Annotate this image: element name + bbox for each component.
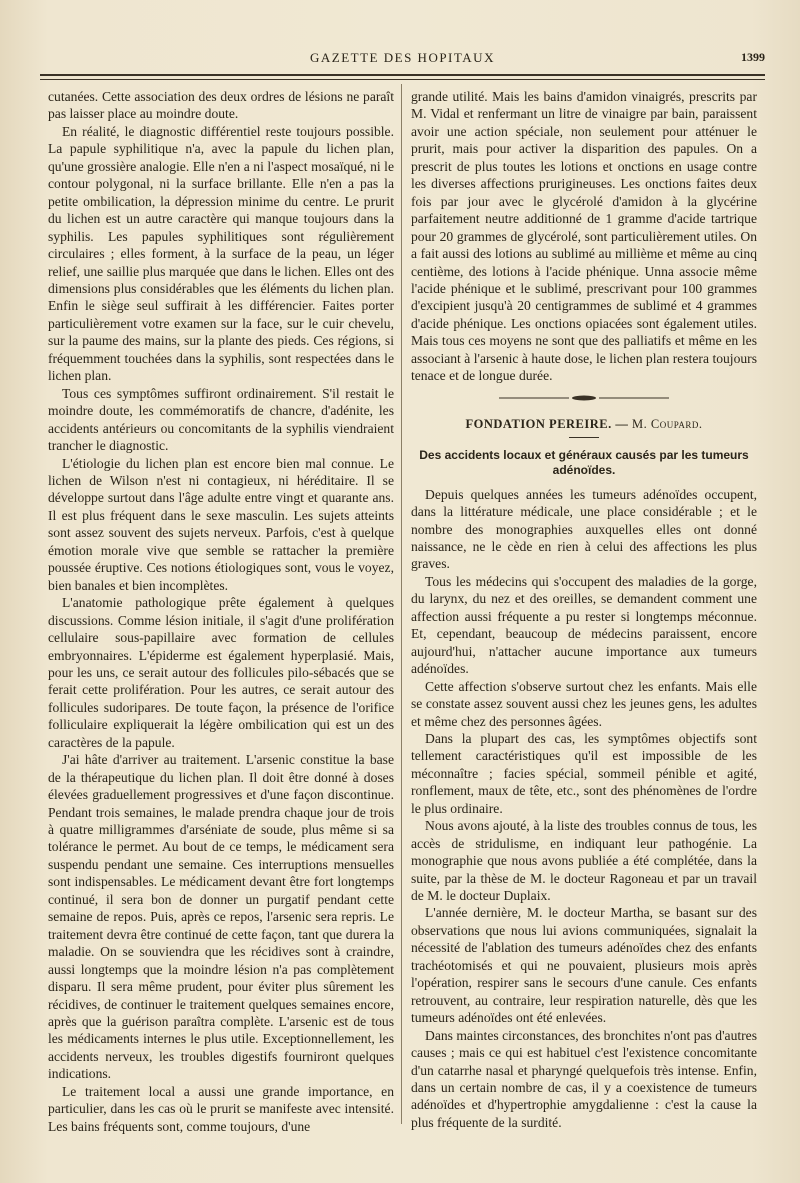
paragraph: Tous les médecins qui s'occupent des maladies de la gorge, du larynx, du nez et des oreilles, se demandent comment une affection aussi fréquente a pu rester si longtemps méconnue. Et, cependant, beaucoup de médecins paraissent, encore aujourd'hui, n'attacher aucune importance aux tumeurs adénoïdes. [411,573,757,677]
page-number: 1399 [741,50,765,64]
page-header [40,50,765,72]
paragraph: L'étiologie du lichen plan est encore bien mal connue. Le lichen de Wilson n'est ni contagieux, ni héréditaire. Il se développe surtout dans l'âge adulte entre vingt et quarante ans. Il est plus fréquent dans le sexe masculin. Les sujets atteints sont assez souvent des sujets nerveux. Parfois, c'est à quelque émotion morale vive que semble se rattacher la première poussée éruptive. Ces notions étiologiques sont, vous le voyez, bien banales et bien incomplètes. [48,455,394,593]
header-rule [40,74,765,76]
article-subtitle: Des accidents locaux et généraux causés par les tumeurs adénoïdes. [419,447,749,477]
header-rule-thin [40,79,765,80]
paragraph: Dans maintes circonstances, des bronchites n'ont pas d'autres causes ; mais ce qui est habituel c'est l'existence concomitante d'un catarrhe nasal et pharyngé quelquefois très intense. Enfin, dans un certain nombre de cas, il y a coexistence de tumeurs adénoïdes et d'hypertrophie amygdalienne : c'est la cause la plus fréquente de la surdité. [411,1027,757,1130]
paragraph: En réalité, le diagnostic différentiel reste toujours possible. La papule syphilitique n'a, avec la papule du lichen plan, qu'une grossière analogie. Elle n'en a ni l'aspect mosaïqué, ni le contour polygonal, ni la surface brillante. Elle n'en a pas la petite ombilication, la dépression minime du centre. Le prurit du lichen est un autre caractère qui manque toujours dans la syphilis. Les papules syphilitiques sont régulièrement circulaires ; elles forment, à la surface de la peau, un léger relief, une saillie plus marquée que dans le lichen. Elles ont des dimensions plus considérables que les éléments du lichen plan. Enfin le siège seul suffirait à les différencier. Faites porter particulièrement votre examen sur la face, sur le cuir chevelu, sur la paume des mains, sur la plante des pieds. Ces régions, si fréquemment touchées dans la syphilis, sont respectées dans le lichen plan. [48,123,394,384]
ornament-rule-icon [499,394,669,402]
left-column [48,88,394,1135]
right-column [411,88,757,1131]
paragraph: Depuis quelques années les tumeurs adénoïdes occupent, dans la littérature médicale, une place considérable ; et le nombre des monographies auxquelles elles ont donné naissance, ne le cède en rien à celui des affections les plus graves. [411,486,757,572]
title-rule [569,437,599,438]
column-divider [401,84,402,1124]
paragraph: grande utilité. Mais les bains d'amidon vinaigrés, prescrits par M. Vidal et renfermant un litre de vinaigre par bain, paraissent avoir une action spéciale, non seulement pour atténuer le prurit, mais pour activer la disparition des papules. On a prescrit de plus toutes les lotions et onctions en usage contre les diverses affections prurigineuses. Les onctions faites deux fois par jour avec le glycérolé d'amidon à la glycérine parfaitement neutre additionné de 1 gramme d'acide tartrique pour 20 grammes de glycérolé, sont particulièrement utiles. On a fait aussi des lotions au sublimé au millième et même au cinq centième, des lotions à l'acide phénique. Unna associe même l'acide phénique et le sublimé, prescrivant pour 100 grammes d'excipient jusqu'à 20 centigrammes de sublimé et 4 grammes d'acide phénique. Les onctions opiacées sont également utiles. Mais tous ces moyens ne sont que des palliatifs et même en les associant à l'arsenic à haute dose, le lichen plan restera toujours tenace et de longue durée. [411,89,757,384]
journal-title: GAZETTE DES HOPITAUX [310,50,495,65]
section-title-text: FONDATION PEREIRE. — [465,417,632,432]
paragraph: L'anatomie pathologique prête également à quelques discussions. Comme lésion initiale, il s'agit d'une prolifération cellulaire sous-papillaire avec formation de cellules embryonnaires. L'épiderme est également hyperplasié. Mais, pour les uns, ce serait autour des follicules pilo-sébacés que se ferait cette prolifération. Pour les autres, ce serait autour des follicules sudoripares. De toute façon, la présence de l'orifice folliculaire expliquerait la légère ombilication qui est un des caractères de la papule. [48,595,394,750]
paragraph: Tous ces symptômes suffiront ordinairement. S'il restait le moindre doute, les commémoratifs de chancre, d'adénite, les accidents antérieurs ou concomitants de la syphilis viendraient trancher le diagnostic. [48,385,394,454]
paragraph: J'ai hâte d'arriver au traitement. L'arsenic constitue la base de la thérapeutique du lichen plan. Il doit être donné à doses élevées graduellement progressives et d'une façon discontinue. Pendant trois semaines, le malade prendra chaque jour de trois à quatre milligrammes d'arséniate de soude, plus même si sa tolérance le permet. Au bout de ce temps, le médicament sera suspendu pendant une semaine. Ces interruptions mensuelles sont indispensables. Le médicament devant être fort longtemps continué, il sera bon de donner un purgatif pendant cette semaine de repos. Puis, après ce repos, l'arsenic sera repris. Le traitement devra être continué de cette façon, tant que durera la maladie. On se souviendra que les récidives sont à craindre, aussi longtemps que la moindre lésion n'a pas complètement disparu. Il sera même prudent, pour éviter plus sûrement les récidives, de continuer le traitement quelques semaines encore, après que la guérison paraîtra complète. L'arsenic est de tous les médicaments internes le plus utile. Exceptionnellement, les accidents nerveux, les troubles digestifs fourniront quelques indications. [48,752,394,1082]
section-ornament [411,391,757,408]
paragraph: Dans la plupart des cas, les symptômes objectifs sont tellement caractéristiques qu'il est impossible de les méconnaître ; facies spécial, sommeil pénible et agité, ronflement, maux de tête, etc., sont des phénomènes de l'ordre le plus ordinaire. [411,730,757,816]
section-title [411,416,757,433]
paragraph: Cette affection s'observe surtout chez les enfants. Mais elle se constate assez souvent aussi chez les jeunes gens, les adultes et même chez des personnes âgées. [411,678,757,729]
paragraph: L'année dernière, M. le docteur Martha, se basant sur des observations que nous lui avions communiquées, signalait la nécessité de l'ablation des tumeurs adénoïdes chez des enfants trachéotomisés et qui ne pouvaient, plusieurs mois après l'opération, respirer sans le secours d'une canule. Ces enfants retrouvent, au contraire, leur respiration naturelle, dès que les tumeurs adénoïdes ont été enlevées. [411,905,757,1026]
paragraph: cutanées. Cette association des deux ordres de lésions ne paraît pas laisser place au moindre doute. [48,89,394,122]
section-author: M. Coupard. [632,417,703,432]
paragraph: Nous avons ajouté, à la liste des troubles connus de tous, les accès de stridulisme, en indiquant leur pathogénie. La monographie que nous avons publiée a été complétée, dans la suite, par la thèse de M. le docteur Ragoneau et par un travail de M. le docteur Duplaix. [411,818,757,904]
paragraph: Le traitement local a aussi une grande importance, en particulier, dans les cas où le prurit se manifeste avec intensité. Les bains fréquents sont, comme toujours, d'une [48,1083,394,1134]
